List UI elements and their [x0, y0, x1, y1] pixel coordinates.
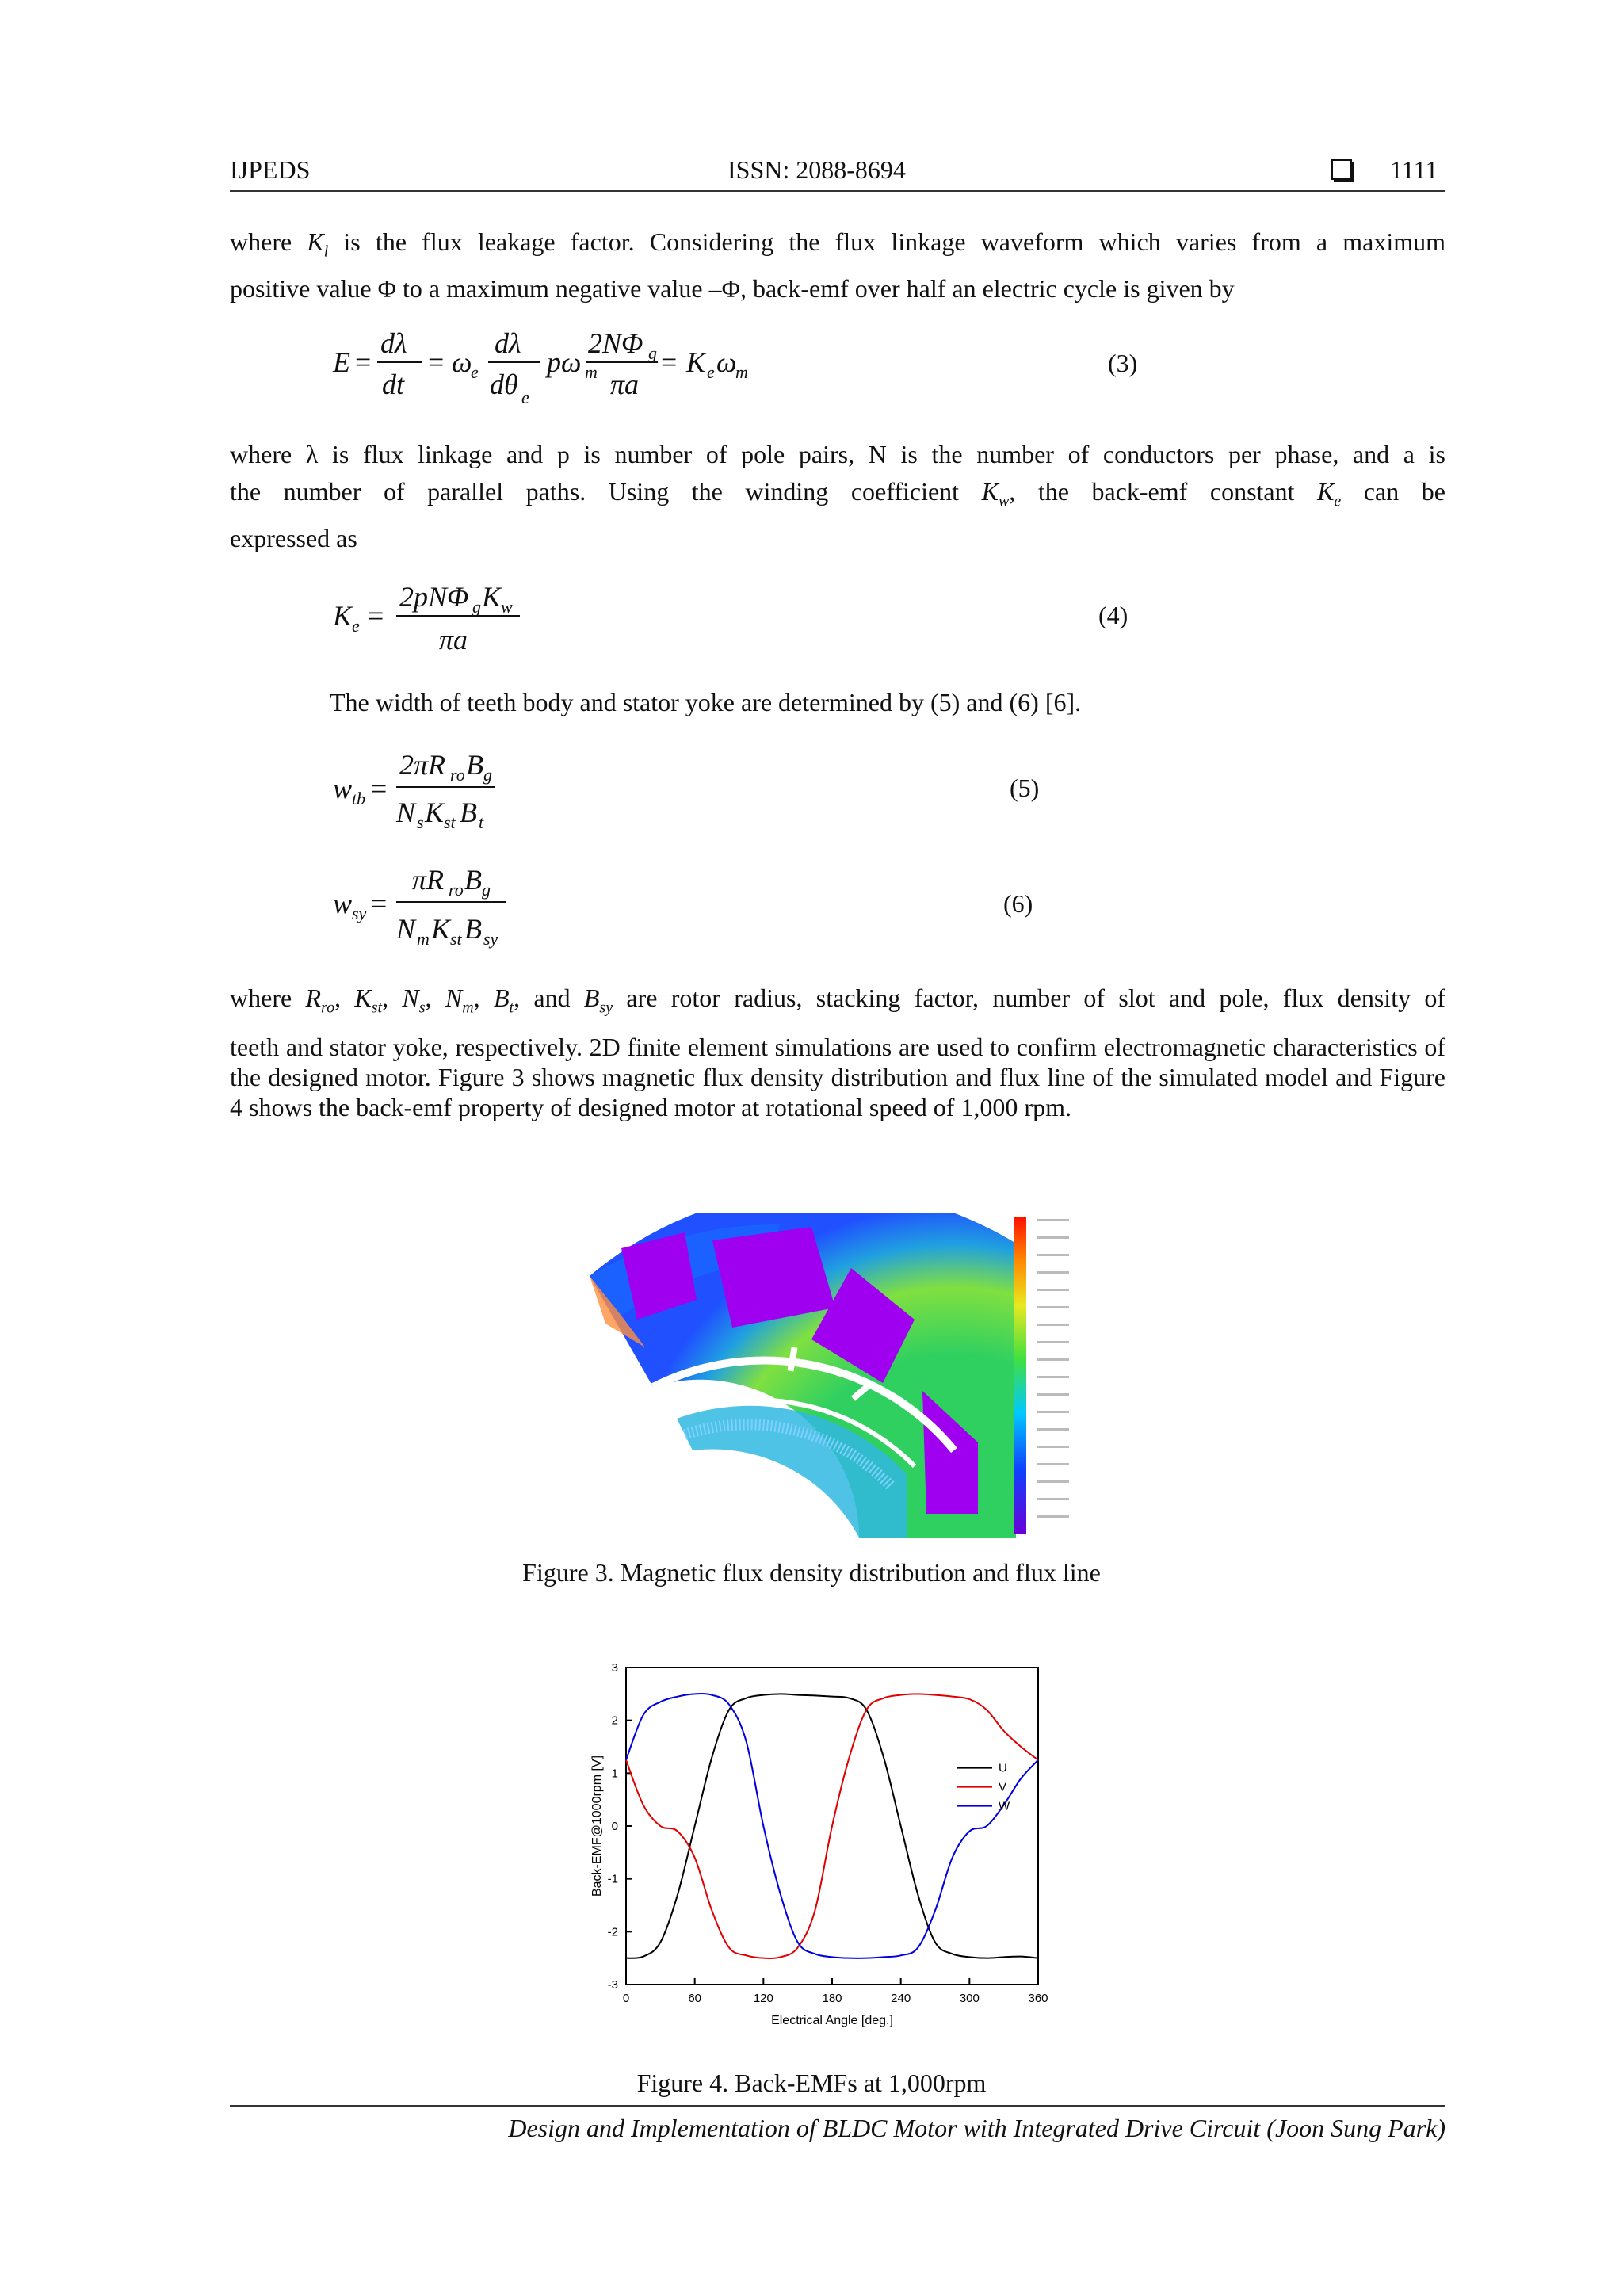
svg-text:B: B: [464, 864, 482, 896]
svg-text:e: e: [521, 388, 529, 407]
svg-text:K: K: [482, 581, 502, 613]
p4-rest: teeth and stator yoke, respectively. 2D finite element simulations are used to confirm electromagnetic characteristics of the designed motor. Figure 3 shows magnetic flux density distribution and flux line of the simulated model and Figure 4 shows the back-emf property of designed motor at rotational speed of 1,000 rpm.: [230, 1033, 1445, 1122]
svg-text:dλ: dλ: [495, 327, 521, 359]
svg-text:K: K: [425, 797, 445, 828]
svg-text:sy: sy: [352, 904, 367, 923]
x-tick-label: 0: [622, 1992, 630, 2005]
equation-3: [333, 321, 808, 408]
y-tick-label: -2: [607, 1925, 618, 1939]
svg-text:e: e: [707, 362, 715, 382]
svg-text:E: E: [333, 346, 350, 378]
svg-text:m: m: [585, 362, 598, 382]
svg-text:B: B: [460, 797, 477, 828]
svg-text:πR: πR: [412, 864, 445, 896]
svg-text:=: =: [368, 600, 384, 632]
svg-text:m: m: [735, 362, 748, 382]
y-tick-label: -3: [607, 1978, 618, 1992]
figure-3-caption: Figure 3. Magnetic flux density distribution and flux line: [522, 1558, 1101, 1587]
header-rule: [230, 190, 1445, 192]
svg-text:g: g: [648, 343, 657, 363]
paragraph-2: [230, 436, 1445, 557]
svg-text:2πR: 2πR: [399, 749, 446, 781]
svg-text:N: N: [396, 797, 416, 828]
svg-text:ω: ω: [452, 346, 472, 378]
equation-4: [333, 575, 586, 662]
x-tick-label: 120: [753, 1992, 773, 2005]
page-number: 1111: [1390, 155, 1438, 184]
y-tick-label: -1: [607, 1872, 618, 1886]
footer-citation: Design and Implementation of BLDC Motor with Integrated Drive Circuit (Joon Sung Park): [508, 2114, 1445, 2142]
svg-text:s: s: [417, 812, 424, 832]
svg-text:w: w: [333, 773, 353, 804]
svg-text:=: =: [428, 346, 445, 378]
p1-line1: where $K_l$ is the flux leakage factor. Considering the flux linkage waveform which varies from a maximum: [230, 227, 1446, 261]
legend-label-u: U: [999, 1761, 1007, 1775]
p4-line1: where $R_{ro}$, $K_{st}$, $N_s$, $N_m$, $B_t$, and $B_{sy}$ are rotor radius, stacking factor, number of slot and pole, flux density of: [230, 984, 1446, 1017]
square-bullet-icon: [1331, 159, 1352, 180]
equation-6-number: (6): [1003, 889, 1033, 918]
svg-text:πa: πa: [439, 624, 468, 655]
legend-label-v: V: [999, 1780, 1007, 1794]
svg-text:=: =: [355, 346, 372, 378]
svg-text:g: g: [483, 765, 492, 785]
equation-4-number: (4): [1098, 601, 1128, 629]
svg-text:K: K: [686, 346, 706, 378]
x-tick-label: 360: [1028, 1992, 1048, 2005]
x-tick-label: 60: [688, 1992, 702, 2005]
svg-text:B: B: [466, 749, 483, 781]
svg-text:K: K: [431, 913, 451, 945]
paragraph-3: The width of teeth body and stator yoke are determined by (5) and (6) [6].: [330, 688, 1082, 716]
y-tick-label: 3: [611, 1661, 618, 1675]
svg-text:st: st: [450, 929, 462, 949]
svg-text:ro: ro: [450, 765, 465, 785]
svg-text:g: g: [472, 597, 481, 617]
y-tick-label: 0: [611, 1820, 618, 1833]
x-tick-label: 300: [959, 1992, 980, 2005]
svg-text:g: g: [482, 880, 491, 900]
svg-text:dλ: dλ: [380, 327, 407, 359]
y-tick-label: 2: [611, 1713, 618, 1728]
svg-text:2NΦ: 2NΦ: [588, 327, 643, 359]
p2-line2: the number of parallel paths. Using the winding coefficient $K_w$, the back-emf constant $K_e$ can be: [230, 477, 1446, 510]
svg-text:=: =: [661, 346, 678, 378]
equation-5-number: (5): [1010, 774, 1040, 802]
svg-text:2pNΦ: 2pNΦ: [399, 581, 469, 613]
x-tick-label: 240: [891, 1992, 911, 2005]
p2-line3: expressed as: [230, 524, 357, 553]
svg-text:e: e: [352, 616, 360, 636]
p2-line1: where λ is flux linkage and p is number of pole pairs, N is the number of conductors per phase, and a is: [230, 440, 1445, 468]
equation-5: [333, 741, 586, 840]
svg-text:sy: sy: [483, 929, 498, 949]
series-line-v: [626, 1694, 1038, 1958]
journal-name: IJPEDS: [230, 155, 311, 184]
equation-3-number: (3): [1108, 349, 1138, 377]
figure-3-flux-density-image: [574, 1213, 1097, 1538]
svg-text:m: m: [417, 929, 430, 949]
svg-text:tb: tb: [352, 789, 366, 808]
figure-4-back-emf-chart: [586, 1648, 1078, 2045]
footer-rule: [230, 2105, 1445, 2107]
svg-text:=: =: [371, 888, 388, 919]
svg-text:dt: dt: [382, 369, 405, 400]
svg-text:e: e: [471, 362, 479, 382]
svg-text:K: K: [333, 600, 353, 632]
svg-text:πa: πa: [610, 369, 640, 400]
paragraph-4: [230, 983, 1445, 1122]
page-number-block: [1331, 155, 1438, 185]
svg-text:B: B: [464, 913, 482, 945]
svg-text:st: st: [444, 812, 456, 832]
svg-text:ro: ro: [449, 880, 464, 900]
y-axis-label: Back-EMF@1000rpm [V]: [590, 1755, 604, 1897]
svg-text:pω: pω: [547, 346, 582, 378]
svg-text:w: w: [333, 888, 353, 919]
svg-text:t: t: [479, 812, 484, 832]
x-tick-label: 180: [822, 1992, 842, 2005]
svg-text:w: w: [501, 597, 513, 617]
svg-text:ω: ω: [716, 346, 737, 378]
y-tick-label: 1: [611, 1767, 618, 1781]
x-axis-label: Electrical Angle [deg.]: [771, 2014, 893, 2027]
issn: ISSN: 2088-8694: [727, 155, 906, 184]
legend-label-w: W: [999, 1799, 1010, 1813]
paragraph-1: [230, 223, 1445, 308]
svg-text:N: N: [396, 913, 416, 945]
svg-text:=: =: [371, 773, 388, 804]
p1-line2: positive value Φ to a maximum negative value –Φ, back-emf over half an electric cycle is given by: [230, 274, 1235, 304]
figure-4-caption: Figure 4. Back-EMFs at 1,000rpm: [636, 2069, 987, 2097]
equation-6: [333, 856, 586, 955]
svg-text:dθ: dθ: [490, 369, 518, 400]
